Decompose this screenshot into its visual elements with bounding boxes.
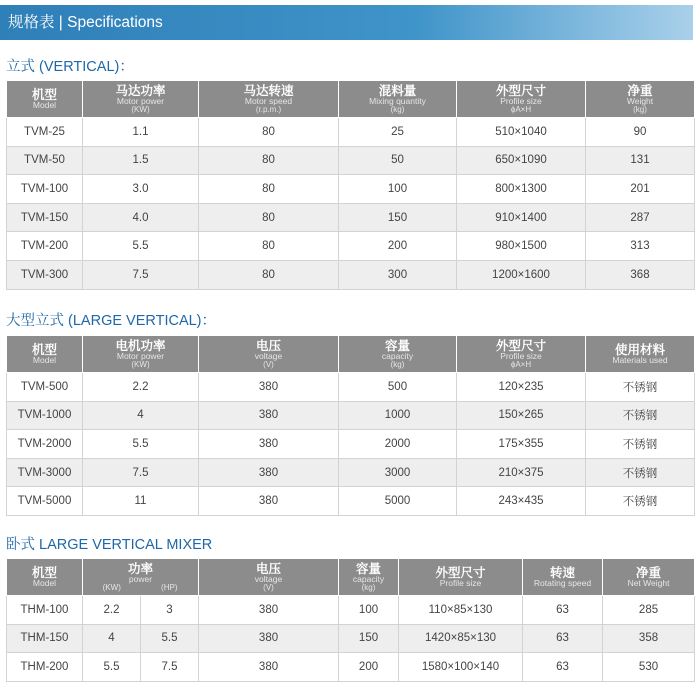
table-cell: TVM-3000 xyxy=(7,458,83,487)
table-body xyxy=(7,373,695,516)
table-row xyxy=(7,175,695,204)
table-cell: 150 xyxy=(339,203,457,232)
table-cell: THM-150 xyxy=(7,624,83,653)
table-row xyxy=(7,653,695,682)
table-row xyxy=(7,118,695,147)
table-header-row xyxy=(7,81,695,118)
table-cell: 2.2 xyxy=(83,596,141,625)
table-cell: 131 xyxy=(586,146,695,175)
table-cell: 63 xyxy=(523,596,603,625)
table-cell: 100 xyxy=(339,175,457,204)
table-cell: 380 xyxy=(199,653,339,682)
table-cell: 300 xyxy=(339,260,457,289)
table-cell: 不锈钢 xyxy=(586,487,695,516)
col-header: 机型 Model xyxy=(7,81,83,118)
table-cell: 63 xyxy=(523,624,603,653)
table-header-row xyxy=(7,559,695,596)
col-header: 机型 Model xyxy=(7,336,83,373)
table-cell: 243×435 xyxy=(457,487,586,516)
col-header-speed: 转速 Rotating speed xyxy=(523,559,603,596)
table-body xyxy=(7,596,695,682)
table-cell: 1000 xyxy=(339,401,457,430)
table-cell: 110×85×130 xyxy=(399,596,523,625)
table-cell: 7.5 xyxy=(83,260,199,289)
table-cell: 80 xyxy=(199,203,339,232)
col-header: 容量 capacity (kg) xyxy=(339,336,457,373)
table-row xyxy=(7,624,695,653)
table-cell: 1200×1600 xyxy=(457,260,586,289)
table-cell: TVM-300 xyxy=(7,260,83,289)
table-cell: 1.5 xyxy=(83,146,199,175)
table-cell: 不锈钢 xyxy=(586,373,695,402)
table-cell: 313 xyxy=(586,232,695,261)
col-header-capacity: 容量 capacity (kg) xyxy=(339,559,399,596)
col-header-model: 机型 Model xyxy=(7,559,83,596)
table-cell: TVM-100 xyxy=(7,175,83,204)
table-cell: 1580×100×140 xyxy=(399,653,523,682)
table-cell: 380 xyxy=(199,624,339,653)
table-cell: 5.5 xyxy=(141,624,199,653)
table-cell: TVM-50 xyxy=(7,146,83,175)
table-cell: 不锈钢 xyxy=(586,430,695,459)
col-header-size: 外型尺寸 Profile size xyxy=(399,559,523,596)
table-cell: 1420×85×130 xyxy=(399,624,523,653)
col-header: 马达转速 Motor speed (r.p.m.) xyxy=(199,81,339,118)
col-header: 外型尺寸 Profile size ϕA×H xyxy=(457,81,586,118)
table-row xyxy=(7,401,695,430)
table-cell: 510×1040 xyxy=(457,118,586,147)
table-cell: 5000 xyxy=(339,487,457,516)
table-cell: 11 xyxy=(83,487,199,516)
table-cell: 650×1090 xyxy=(457,146,586,175)
table-row xyxy=(7,487,695,516)
table-cell: 3000 xyxy=(339,458,457,487)
table-cell: 380 xyxy=(199,373,339,402)
table-cell: 201 xyxy=(586,175,695,204)
table-cell: 4 xyxy=(83,401,199,430)
table-cell: TVM-150 xyxy=(7,203,83,232)
table-cell: 5.5 xyxy=(83,430,199,459)
table-cell: 150×265 xyxy=(457,401,586,430)
table-cell: 150 xyxy=(339,624,399,653)
table-header-row xyxy=(7,336,695,373)
page-title: 规格表 | Specifications xyxy=(8,14,163,31)
table-cell: 175×355 xyxy=(457,430,586,459)
table-cell: 4 xyxy=(83,624,141,653)
table-cell: 120×235 xyxy=(457,373,586,402)
page-header xyxy=(0,5,693,40)
col-header: 马达功率 Motor power (KW) xyxy=(83,81,199,118)
table-cell: 210×375 xyxy=(457,458,586,487)
section-title-vertical: 立式 (VERTICAL)： xyxy=(6,59,134,75)
table-cell: 80 xyxy=(199,146,339,175)
table-cell: 380 xyxy=(199,401,339,430)
table-cell: THM-200 xyxy=(7,653,83,682)
table-cell: 380 xyxy=(199,596,339,625)
table-cell: 100 xyxy=(339,596,399,625)
table-cell: 80 xyxy=(199,175,339,204)
table-cell: 25 xyxy=(339,118,457,147)
table-row xyxy=(7,203,695,232)
table-cell: 50 xyxy=(339,146,457,175)
table-cell: 5.5 xyxy=(83,653,141,682)
table-cell: TVM-5000 xyxy=(7,487,83,516)
col-header-weight: 净重 Net Weight xyxy=(603,559,695,596)
table-cell: 80 xyxy=(199,260,339,289)
col-header-voltage: 电压 voltage (V) xyxy=(199,559,339,596)
table-cell: 380 xyxy=(199,430,339,459)
table-cell: 7.5 xyxy=(141,653,199,682)
table-cell: 380 xyxy=(199,458,339,487)
table-cell: 285 xyxy=(603,596,695,625)
table-cell: TVM-200 xyxy=(7,232,83,261)
table-cell: 287 xyxy=(586,203,695,232)
table-cell: TVM-1000 xyxy=(7,401,83,430)
table-cell: 500 xyxy=(339,373,457,402)
table-cell: 2000 xyxy=(339,430,457,459)
horizontal-spec-table xyxy=(6,558,695,682)
large-vertical-spec-table xyxy=(6,335,695,516)
table-cell: 530 xyxy=(603,653,695,682)
table-cell: 7.5 xyxy=(83,458,199,487)
table-row xyxy=(7,596,695,625)
table-cell: 1.1 xyxy=(83,118,199,147)
col-header: 外型尺寸 Profile size ϕA×H xyxy=(457,336,586,373)
table-row xyxy=(7,458,695,487)
table-cell: 3 xyxy=(141,596,199,625)
table-cell: 90 xyxy=(586,118,695,147)
vertical-spec-table xyxy=(6,80,695,290)
table-cell: 80 xyxy=(199,118,339,147)
table-cell: 不锈钢 xyxy=(586,458,695,487)
power-hp-unit: (HP) xyxy=(161,582,178,592)
table-cell: THM-100 xyxy=(7,596,83,625)
section-title-horizontal: 卧式 LARGE VERTICAL MIXER xyxy=(6,537,213,553)
table-cell: 3.0 xyxy=(83,175,199,204)
table-row xyxy=(7,260,695,289)
table-cell: 200 xyxy=(339,653,399,682)
table-cell: 358 xyxy=(603,624,695,653)
power-kw-unit: (KW) xyxy=(102,582,121,592)
table-body xyxy=(7,118,695,290)
table-cell: 63 xyxy=(523,653,603,682)
table-cell: 910×1400 xyxy=(457,203,586,232)
table-cell: 不锈钢 xyxy=(586,401,695,430)
table-cell: TVM-2000 xyxy=(7,430,83,459)
section-title-large-vertical: 大型立式 (LARGE VERTICAL)： xyxy=(6,313,217,329)
table-row xyxy=(7,146,695,175)
table-cell: 2.2 xyxy=(83,373,199,402)
col-header: 使用材料 Materials used xyxy=(586,336,695,373)
table-row xyxy=(7,430,695,459)
table-cell: 980×1500 xyxy=(457,232,586,261)
table-row xyxy=(7,232,695,261)
col-header: 电机功率 Motor power (KW) xyxy=(83,336,199,373)
col-header: 电压 voltage (V) xyxy=(199,336,339,373)
table-cell: 4.0 xyxy=(83,203,199,232)
col-header: 净重 Weight (kg) xyxy=(586,81,695,118)
col-header-power: 功率 power (KW) (HP) xyxy=(83,559,199,596)
col-header: 混料量 Mixing quantity (kg) xyxy=(339,81,457,118)
table-cell: TVM-500 xyxy=(7,373,83,402)
table-cell: 368 xyxy=(586,260,695,289)
table-cell: 200 xyxy=(339,232,457,261)
table-cell: 800×1300 xyxy=(457,175,586,204)
table-row xyxy=(7,373,695,402)
table-cell: 80 xyxy=(199,232,339,261)
table-cell: 5.5 xyxy=(83,232,199,261)
table-cell: TVM-25 xyxy=(7,118,83,147)
table-cell: 380 xyxy=(199,487,339,516)
